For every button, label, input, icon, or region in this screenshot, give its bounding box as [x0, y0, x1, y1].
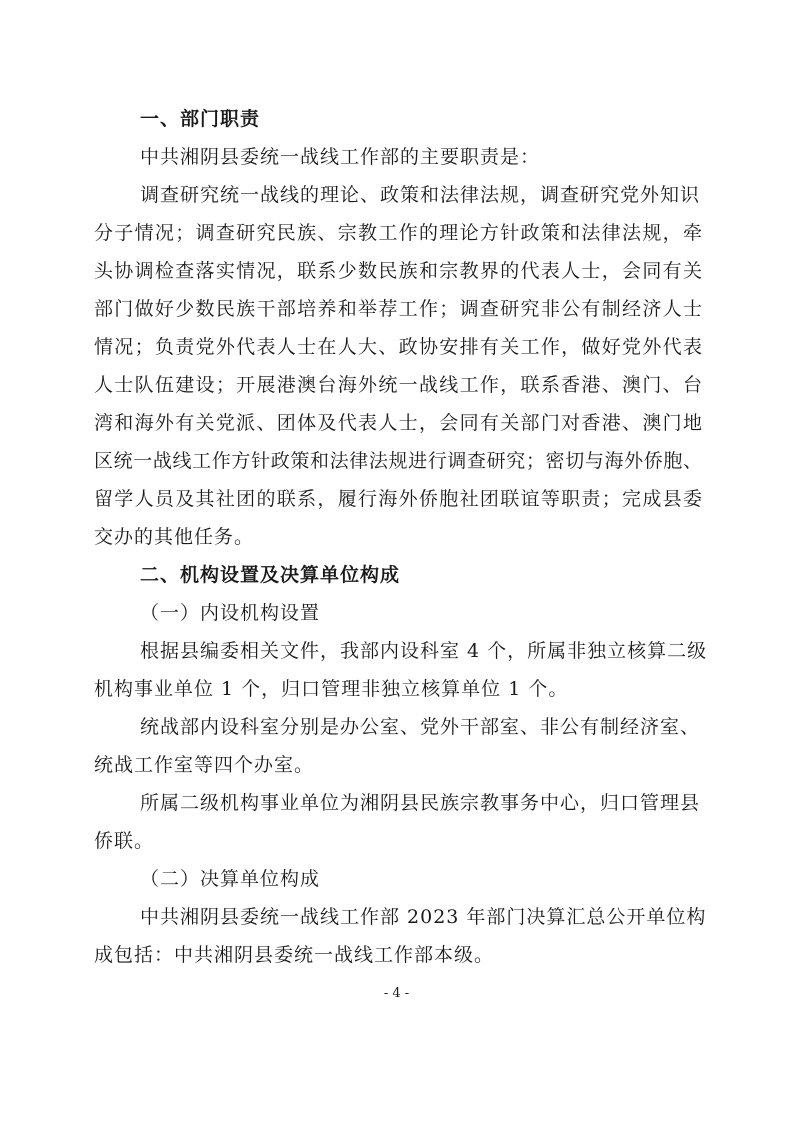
body-line: 头协调检查落实情况，联系少数民族和宗教界的代表人士，会同有关 — [94, 260, 702, 282]
paragraph-line: 中共湘阴县委统一战线工作部 2023 年部门决算汇总公开单位构 — [140, 906, 707, 928]
body-line: 交办的其他任务。 — [94, 526, 255, 548]
body-line: 部门做好少数民族干部培养和举荐工作；调查研究非公有制经济人士 — [94, 298, 702, 320]
section-1-heading: 一、部门职责 — [140, 108, 261, 130]
section-2-heading: 二、机构设置及决算单位构成 — [140, 564, 401, 586]
body-line: 留学人员及其社团的联系，履行海外侨胞社团联谊等职责；完成县委 — [94, 488, 702, 510]
subsection-1-heading: （一）内设机构设置 — [140, 602, 321, 624]
paragraph-line: 统战工作室等四个办室。 — [94, 754, 315, 776]
paragraph-line: 根据县编委相关文件，我部内设科室 4 个，所属非独立核算二级 — [140, 640, 708, 662]
paragraph-line: 统战部内设科室分别是办公室、党外干部室、非公有制经济室、 — [140, 716, 701, 738]
body-line: 湾和海外有关党派、团体及代表人士，会同有关部门对香港、澳门地 — [94, 412, 702, 434]
body-line: 人士队伍建设；开展港澳台海外统一战线工作，联系香港、澳门、台 — [94, 374, 702, 396]
page-number: - 4 - — [383, 986, 410, 1001]
body-line: 分子情况；调查研究民族、宗教工作的理论方针政策和法律法规，牵 — [94, 222, 702, 244]
paragraph-line: 成包括：中共湘阴县委统一战线工作部本级。 — [94, 944, 495, 966]
section-1-intro: 中共湘阴县委统一战线工作部的主要职责是： — [140, 146, 541, 168]
body-line: 情况；负责党外代表人士在人大、政协安排有关工作，做好党外代表 — [94, 336, 702, 358]
paragraph-line: 侨联。 — [94, 830, 155, 852]
paragraph-line: 所属二级机构事业单位为湘阴县民族宗教事务中心，归口管理县 — [140, 792, 701, 814]
body-line: 区统一战线工作方针政策和法律法规进行调查研究；密切与海外侨胞、 — [94, 450, 702, 472]
paragraph-line: 机构事业单位 1 个，归口管理非独立核算单位 1 个。 — [94, 678, 569, 700]
body-line: 调查研究统一战线的理论、政策和法律法规，调查研究党外知识 — [140, 184, 701, 206]
subsection-2-heading: （二）决算单位构成 — [140, 868, 321, 890]
